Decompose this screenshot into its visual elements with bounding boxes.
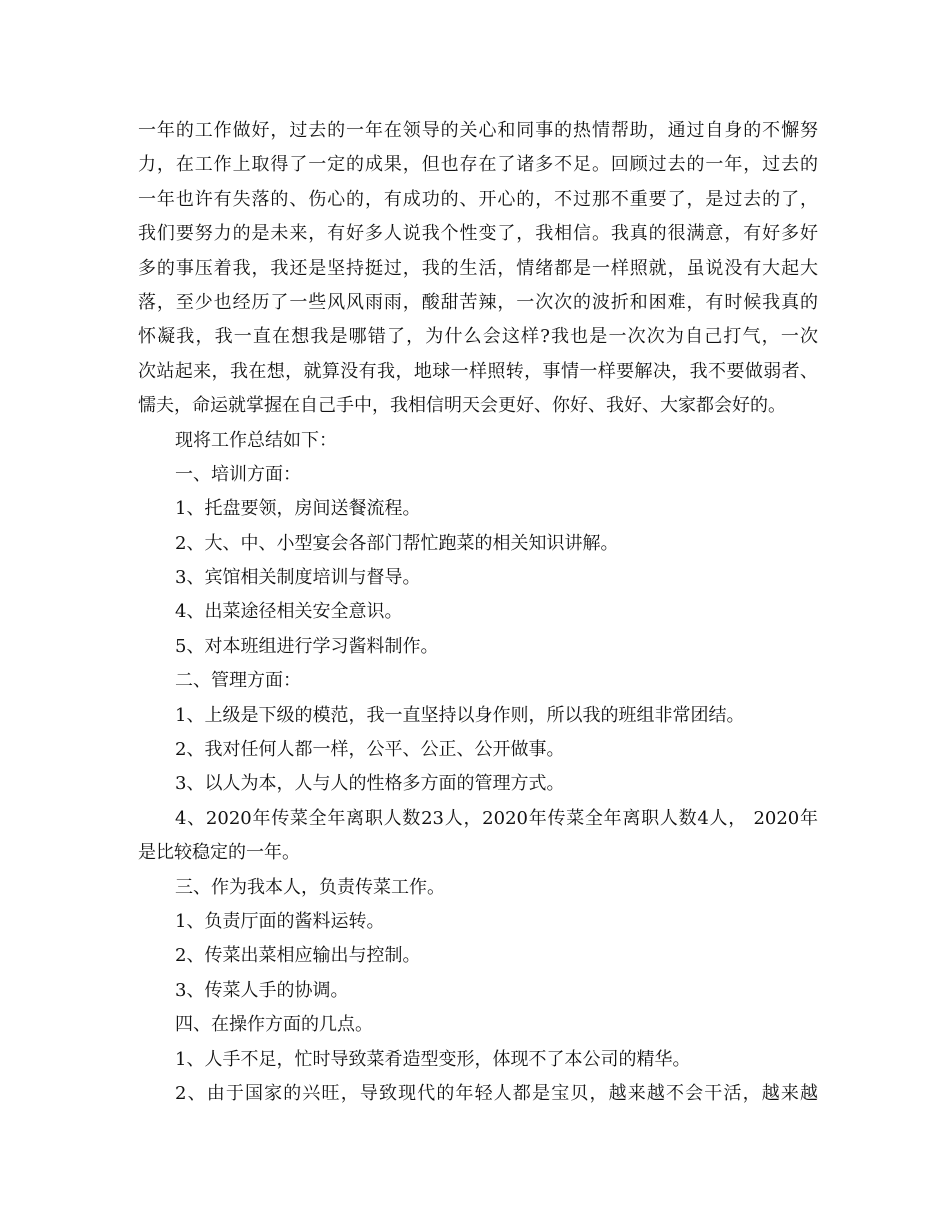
training-item-4: 4、出菜途径相关安全意识。 bbox=[175, 601, 403, 623]
section-heading-management: 二、管理方面： bbox=[175, 670, 301, 692]
operation-item-1: 1、人手不足，忙时导致菜肴造型变形，体现不了本公司的精华。 bbox=[175, 1048, 691, 1070]
paragraph-line-5: 多的事压着我，我还是坚持挺过，我的生活，情绪都是一样照就，虽说没有大起大 bbox=[138, 257, 818, 279]
section-heading-training: 一、培训方面： bbox=[175, 463, 301, 485]
duty-item-2: 2、传菜出菜相应输出与控制。 bbox=[175, 945, 421, 967]
training-item-1: 1、托盘要领，房间送餐流程。 bbox=[175, 498, 421, 520]
paragraph-line-9: 懦夫，命运就掌握在自己手中，我相信明天会更好、你好、我好、大家都会好的。 bbox=[138, 395, 786, 417]
training-item-5: 5、对本班组进行学习酱料制作。 bbox=[175, 635, 439, 657]
management-item-1: 1、上级是下级的模范，我一直坚持以身作则，所以我的班组非常团结。 bbox=[175, 704, 745, 726]
duty-item-1: 1、负责厅面的酱料运转。 bbox=[175, 910, 385, 932]
training-item-3: 3、宾馆相关制度培训与督导。 bbox=[175, 567, 421, 589]
paragraph-line-8: 次站起来，我在想，就算没有我，地球一样照转，事情一样要解决，我不要做弱者、 bbox=[138, 360, 818, 382]
duty-item-3: 3、传菜人手的协调。 bbox=[175, 979, 349, 1001]
paragraph-line-4: 我们要努力的是未来，有好多人说我个性变了，我相信。我真的很满意，有好多好 bbox=[138, 223, 818, 245]
paragraph-line-3: 一年也许有失落的、伤心的，有成功的、开心的，不过那不重要了，是过去的了， bbox=[138, 188, 818, 210]
paragraph-line-1: 一年的工作做好，过去的一年在领导的关心和同事的热情帮助，通过自身的不懈努 bbox=[138, 120, 818, 141]
document-body bbox=[138, 114, 818, 1111]
section-heading-personal-duties: 三、作为我本人，负责传菜工作。 bbox=[175, 876, 445, 898]
section-heading-operations: 四、在操作方面的几点。 bbox=[175, 1014, 373, 1036]
training-item-2: 2、大、中、小型宴会各部门帮忙跑菜的相关知识讲解。 bbox=[175, 532, 619, 554]
management-item-3: 3、以人为本，人与人的性格多方面的管理方式。 bbox=[175, 773, 565, 795]
management-item-4-continued: 是比较稳定的一年。 bbox=[138, 842, 300, 864]
paragraph-line-2: 力，在工作上取得了一定的成果，但也存在了诸多不足。回顾过去的一年，过去的 bbox=[138, 154, 818, 176]
management-item-4: 4、2020年传菜全年离职人数23人，2020年传菜全年离职人数4人， 2020年 bbox=[175, 807, 818, 829]
paragraph-line-6: 落，至少也经历了一些风风雨雨，酸甜苦辣，一次次的波折和困难，有时候我真的 bbox=[138, 291, 818, 313]
paragraph-line-7: 怀凝我，我一直在想我是哪错了，为什么会这样?我也是一次次为自己打气，一次 bbox=[138, 326, 818, 348]
operation-item-2: 2、由于国家的兴旺，导致现代的年轻人都是宝贝，越来越不会干活，越来越 bbox=[175, 1082, 818, 1104]
management-item-2: 2、我对任何人都一样，公平、公正、公开做事。 bbox=[175, 739, 565, 761]
summary-intro: 现将工作总结如下： bbox=[175, 429, 337, 451]
